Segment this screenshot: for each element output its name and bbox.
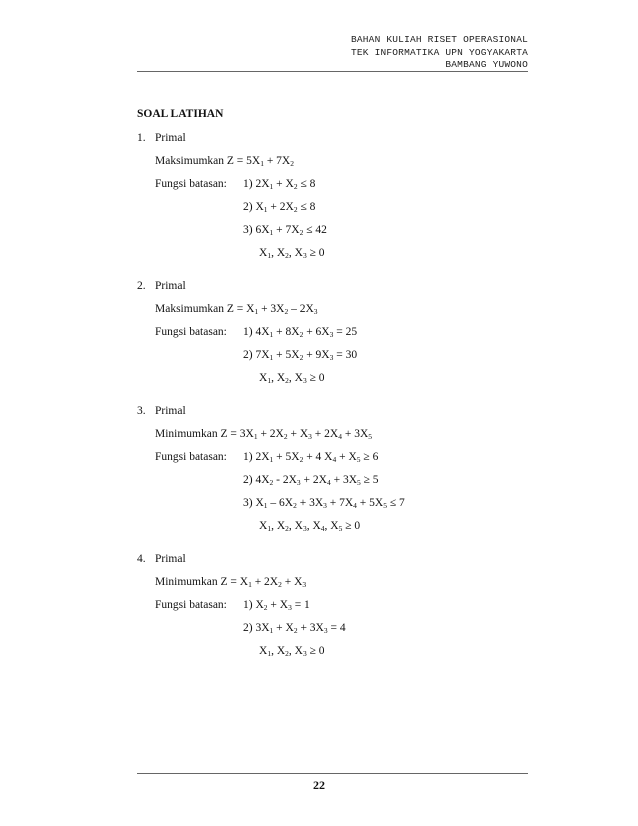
constraint-row: 3) $6X_1 + 7X_2 \le 42$ bbox=[243, 224, 327, 237]
constraints-label: Fungsi batasan: bbox=[155, 178, 227, 190]
constraint-row: 1) $2X_1 + 5X_2 + 4$ $X_4 + X_5 \ge 6$ bbox=[243, 451, 379, 464]
header-author: BAMBANG YUWONO bbox=[445, 59, 528, 70]
objective-function: Minimumkan $Z = 3X_1 + 2X_2 + X_3 + 2X_4 + 3X_5$ bbox=[155, 428, 372, 441]
constraint-row: 2) $X_1 + 2X_2 \le 8$ bbox=[243, 201, 316, 214]
constraint-row: 1) $X_2 + X_3 = 1$ bbox=[243, 599, 310, 612]
header-rule bbox=[137, 71, 528, 72]
objective-function: Minimumkan $Z = X_1 + 2X_2 + X_3$ bbox=[155, 576, 307, 589]
constraint-row: 2) $4X_2 - 2X_3 + 2X_4 + 3X_5 \ge 5$ bbox=[243, 474, 379, 487]
page-number: 22 bbox=[313, 778, 325, 792]
problem-type: Primal bbox=[155, 405, 186, 417]
constraint-row: 2) $7X_1 + 5X_2 + 9X_3 = 30$ bbox=[243, 349, 358, 362]
nonnegativity-condition: $X_1$, $X_2$, $X_3 \ge 0$ bbox=[259, 645, 325, 658]
header-course: BAHAN KULIAH RISET OPERASIONAL bbox=[350, 34, 528, 45]
constraint-row: 2) $3X_1 + X_2 + 3X_3 = 4$ bbox=[243, 622, 346, 635]
problem-type: Primal bbox=[155, 553, 186, 565]
problem-number: 2. bbox=[137, 280, 146, 292]
nonnegativity-condition: $X_1$, $X_2$, $X_3 \ge 0$ bbox=[259, 372, 325, 385]
objective-function: Maksimumkan $Z = 5X_1 + 7X_2$ bbox=[155, 155, 294, 168]
section-title: SOAL LATIHAN bbox=[137, 108, 224, 120]
nonnegativity-condition: $X_1$, $X_2$, $X_3$, $X_4$, $X_5 \ge 0$ bbox=[259, 520, 361, 533]
problem-number: 4. bbox=[137, 553, 146, 565]
objective-function: Maksimumkan $Z = X_1 + 3X_2 - 2X_3$ bbox=[155, 303, 318, 316]
footer-rule bbox=[137, 773, 528, 774]
constraint-row: 1) $4X_1 + 8X_2 + 6X_3 = 25$ bbox=[243, 326, 358, 339]
nonnegativity-condition: $X_1$, $X_2$, $X_3 \ge 0$ bbox=[259, 247, 325, 260]
problem-type: Primal bbox=[155, 280, 186, 292]
constraints-label: Fungsi batasan: bbox=[155, 451, 227, 463]
constraints-label: Fungsi batasan: bbox=[155, 326, 227, 338]
constraint-row: 3) $X_1 - 6X_2 + 3X_3 + 7X_4 + 5X_5 \le 7$ bbox=[243, 497, 405, 510]
header-department: TEK INFORMATIKA UPN YOGYAKARTA bbox=[350, 46, 528, 58]
constraints-label: Fungsi batasan: bbox=[155, 599, 227, 611]
problem-type: Primal bbox=[155, 132, 186, 144]
problem-number: 3. bbox=[137, 405, 146, 417]
page-header bbox=[351, 34, 528, 72]
problem-number: 1. bbox=[137, 132, 146, 144]
constraint-row: 1) $2X_1 + X_2 \le 8$ bbox=[243, 178, 316, 191]
